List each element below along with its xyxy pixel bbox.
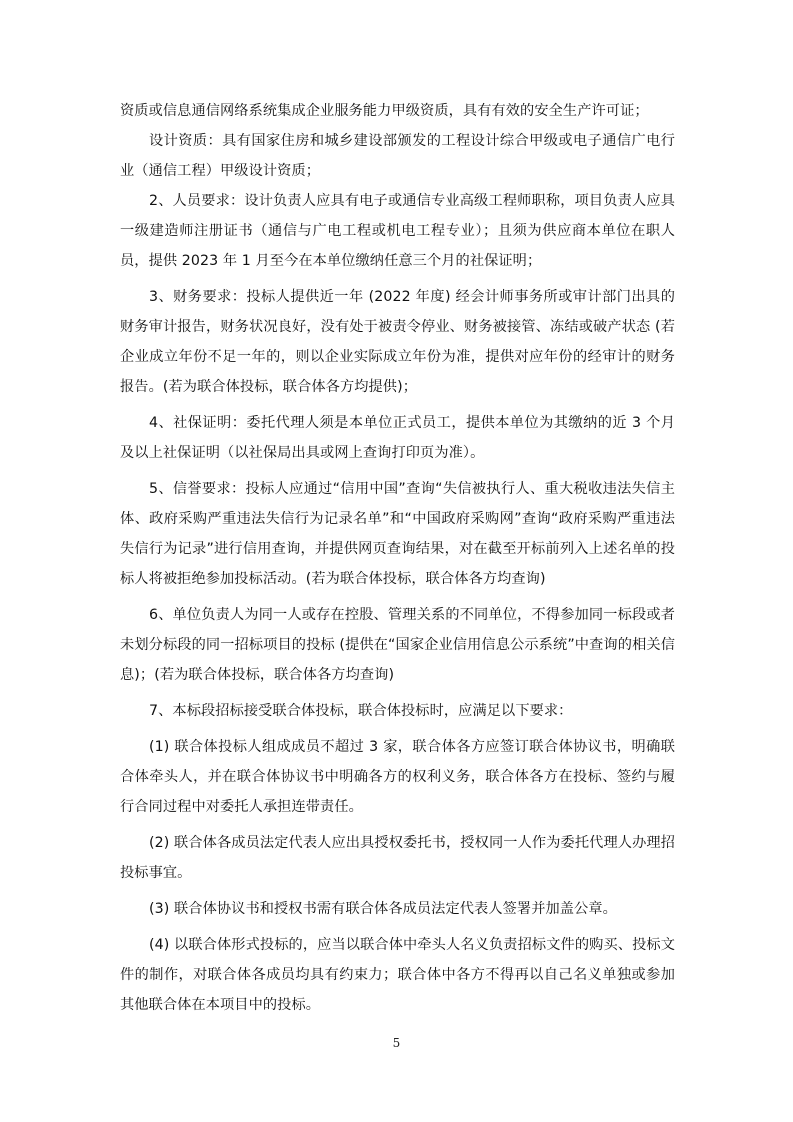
page-number: 5 (392, 1036, 401, 1050)
document-body (120, 96, 675, 1020)
paragraph-consortium-item-3: (3) 联合体协议书和授权书需有联合体各成员法定代表人签署并加盖公章。 (149, 901, 617, 917)
paragraph-qualification-continued: 资质或信息通信网络系统集成企业服务能力甲级资质，具有有效的安全生产许可证； (120, 103, 649, 119)
paragraph-consortium-item-1: (1) 联合体投标人组成成员不超过 3 家，联合体各方应签订联合体协议书，明确联合体牵头人，并在联合体协议书中明确各方的权利义务，联合体各方在投标、签约与履行合同过程中对委托人承担连带责任。 (120, 739, 675, 815)
paragraph-credit-requirements: 5、信誉要求：投标人应通过“信用中国”查询“失信被执行人、重大税收违法失信主体、政府采购严重违法失信行为记录名单”和“中国政府采购网”查询“政府采购严重违法失信行为记录”进行信用查询，并提供网页查询结果，对在截至开标前列入上述名单的投标人将被拒绝参加投标活动。(若为联合体投标，联合体各方均查询) (120, 481, 675, 587)
paragraph-consortium-item-2: (2) 联合体各成员法定代表人应出具授权委托书，授权同一人作为委托代理人办理招投标事宜。 (120, 835, 675, 881)
paragraph-personnel-requirements: 2、人员要求：设计负责人应具有电子或通信专业高级工程师职称，项目负责人应具一级建造师注册证书（通信与广电工程或机电工程专业）；且须为供应商本单位在职人员，提供 2023 年 1 月至今在本单位缴纳任意三个月的社保证明； (120, 193, 675, 269)
paragraph-financial-requirements: 3、财务要求：投标人提供近一年 (2022 年度) 经会计师事务所或审计部门出具的财务审计报告，财务状况良好，没有处于被责令停业、财务被接管、冻结或破产状态 (若企业成立年份不足一年的，则以企业实际成立年份为准，提供对应年份的经审计的财务报告。(若为联合体投标，联合体各方均提供)； (120, 289, 675, 395)
paragraph-consortium-item-4: (4) 以联合体形式投标的，应当以联合体中牵头人名义负责招标文件的购买、投标文件的制作，对联合体各成员均具有约束力；联合体中各方不得再以自己名义单独或参加其他联合体在本项目中的投标。 (120, 937, 675, 1013)
paragraph-design-qualification: 设计资质：具有国家住房和城乡建设部颁发的工程设计综合甲级或电子通信广电行业（通信工程）甲级设计资质； (120, 133, 675, 179)
paragraph-social-security-proof: 4、社保证明：委托代理人须是本单位正式员工，提供本单位为其缴纳的近 3 个月及以上社保证明（以社保局出具或网上查询打印页为准）。 (120, 415, 675, 461)
paragraph-same-responsible-person: 6、单位负责人为同一人或存在控股、管理关系的不同单位，不得参加同一标段或者未划分标段的同一招标项目的投标 (提供在“国家企业信用信息公示系统”中查询的相关信息)；(若为联合体投标，联合体各方均查询) (120, 607, 675, 683)
paragraph-consortium-bidding: 7、本标段招标接受联合体投标，联合体投标时，应满足以下要求： (149, 703, 573, 719)
